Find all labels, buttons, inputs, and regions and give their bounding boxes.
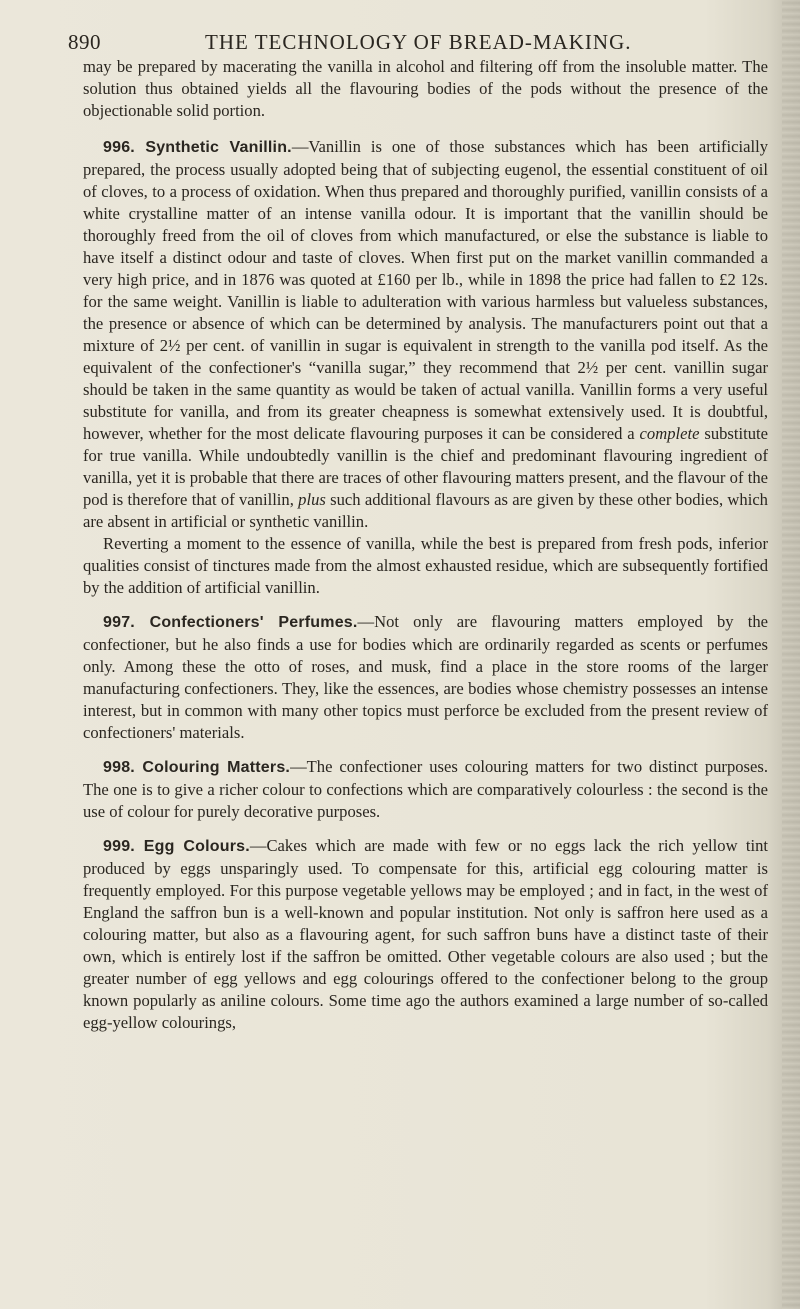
section-996 bbox=[83, 136, 768, 533]
running-header bbox=[68, 20, 768, 60]
section-text: substitute for true vanilla. While undoubtedly vanillin is the chief and predominant flavouring ingredient of vanilla, yet it is probable that there are traces of other flavouring matters present, and the flavour of the pod is therefore that of vanillin, bbox=[83, 424, 768, 509]
section-998 bbox=[83, 756, 768, 823]
section-heading: 997. Confectioners' Perfumes. bbox=[103, 614, 358, 631]
emphasis-text: plus bbox=[298, 490, 326, 509]
section-text: —Not only are flavouring matters employed by the confectioner, but he also finds a use for bodies which are ordinarily regarded as scents or perfumes only. Among these the otto of roses, and musk, find a place in the store rooms of the larger manufacturing confectioners. They, like the essences, are bodies whose chemistry possesses an intense interest, but in common with many other topics must perforce be excluded from the present review of confectioners' materials. bbox=[83, 612, 768, 742]
section-997 bbox=[83, 611, 768, 744]
section-heading: 996. Synthetic Vanillin. bbox=[103, 139, 292, 156]
section-heading: 999. Egg Colours. bbox=[103, 838, 250, 855]
section-heading: 998. Colouring Matters. bbox=[103, 759, 291, 776]
emphasis-text: complete bbox=[639, 424, 700, 443]
section-text: —Vanillin is one of those substances which has been artificially prepared, the process usually adopted being that of subjecting eugenol, the essential constituent of oil of cloves, to a process of oxidation. When thus prepared and thoroughly purified, vanillin consists of a white crystalline matter of an intense vanilla odour. It is important that the vanillin should be thoroughly freed from the oil of cloves from which manufactured, or else the substance is liable to have itself a distinct odour and taste of cloves. When first put on the market vanillin commanded a very high price, and in 1876 was quoted at £160 per lb., while in 1898 the price had fallen to £2 12s. for the same weight. Vanillin is liable to adulteration with various harmless but valueless substances, the presence or absence of which can be determined by analysis. The manufacturers point out that a mixture of 2½ per cent. of vanillin in sugar is equivalent in strength to the vanilla pod itself. As the equivalent of the confectioner's “vanilla sugar,” they recommend that 2½ per cent. vanillin sugar should be taken in the same quantity as would be taken of actual vanilla. Vanillin forms a very useful substitute for vanilla, and from its greater cheapness is somewhat extensively used. It is doubtful, however, whether for the most delicate flavouring purposes it can be considered a bbox=[83, 137, 768, 443]
page-edge bbox=[782, 0, 800, 1309]
page-body bbox=[83, 56, 768, 1034]
running-title: THE TECHNOLOGY OF BREAD-MAKING. bbox=[205, 30, 632, 54]
section-text: —The confectioner uses colouring matters for two distinct purposes. The one is to give a richer colour to confections which are comparatively colourless : the second is the use of colour for purely decorative purposes. bbox=[83, 757, 768, 821]
page-number: 890 bbox=[68, 30, 101, 54]
section-text: —Cakes which are made with few or no eggs lack the rich yellow tint produced by eggs unsparingly used. To compensate for this, artificial egg colouring matter is frequently employed. For this purpose vegetable yellows may be employed ; and in fact, in the west of England the saffron bun is a well-known and popular institution. Not only is saffron here used as a colouring matter, but also as a flavouring agent, for such saffron buns have a distinct taste of their own, which is entirely lost if the saffron be omitted. Other vegetable colours are also used ; but the greater number of egg yellows and egg colourings offered to the confectioner belong to the group known popularly as aniline colours. Some time ago the authors examined a large number of so-called egg-yellow colourings, bbox=[83, 836, 768, 1032]
section-996-continuation: Reverting a moment to the essence of vanilla, while the best is prepared from fresh pods, inferior qualities consist of tinctures made from the almost exhausted residue, which are subsequently fortified by the addition of artificial vanillin. bbox=[83, 534, 768, 597]
section-text: such additional flavours as are given by these other bodies, which are absent in artificial or synthetic vanillin. bbox=[83, 490, 768, 531]
intro-paragraph: may be prepared by macerating the vanilla in alcohol and filtering off from the insoluble matter. The solution thus obtained yields all the flavouring bodies of the pods without the presence of the objectionable solid portion. bbox=[83, 57, 768, 120]
section-999 bbox=[83, 835, 768, 1034]
